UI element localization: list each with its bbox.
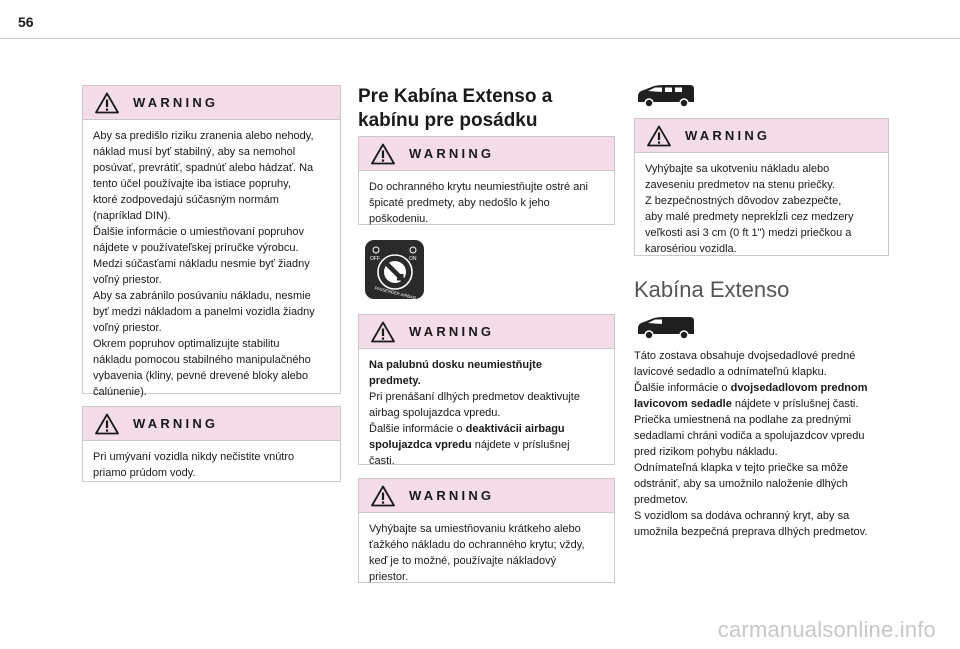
warning-header [359, 315, 614, 349]
text-line: tento účel používajte iba istiace popruhy, [93, 178, 291, 190]
text-line: umožnila bezpečná preprava dlhých predmetov. [634, 526, 868, 538]
warning-title: WARNING [409, 324, 495, 339]
warning-box-protective-cover [358, 136, 615, 225]
text-line: Priečka umiestnená na podlahe za prednými [634, 414, 852, 426]
passenger-airbag-switch-icon [364, 239, 425, 300]
text-line: pred rizikom pohybu nákladu. [634, 446, 778, 458]
airbag-ring-text: PASSENGER AIRBAG [374, 285, 417, 300]
text-line: lavicové sedadlo a odnímateľnú klapku. [634, 366, 827, 378]
warning-text [359, 171, 614, 235]
text-line: sedadlami chráni vodiča a spolujazdcov vpredu [634, 430, 865, 442]
text-line: Okrem popruhov optimalizujte stabilitu [93, 338, 280, 350]
warning-triangle-icon [371, 143, 395, 165]
section-heading-kabina-extenso: Kabína Extenso [634, 277, 790, 302]
text-line: keď je to možné, používajte nákladový [369, 555, 557, 567]
text-line: poškodeniu. [369, 213, 429, 225]
warning-text [83, 120, 340, 408]
warning-box-dashboard [358, 314, 615, 465]
cross-reference-link: spolujazdca vpredu [369, 439, 472, 451]
text-line: byť medzi nákladom a panelmi vozidla žiadny [93, 306, 315, 318]
heading-line: Pre Kabína Extenso a [358, 86, 553, 107]
text-line: Vyhýbajte sa ukotveniu nákladu alebo [645, 163, 830, 175]
page-number: 56 [18, 14, 34, 30]
text-line: Aby sa predišlo riziku zranenia alebo nehody, [93, 130, 314, 142]
text-line: aby malé predmety neprekĺzli cez medzery [645, 211, 854, 223]
text-line: Pri prenášaní dlhých predmetov deaktivujte [369, 391, 580, 403]
warning-box-short-load [358, 478, 615, 583]
text-line: Medzi súčasťami nákladu nesmie byť žiadny [93, 258, 310, 270]
watermark: carmanualsonline.info [717, 617, 936, 642]
warning-box-partition [634, 118, 889, 256]
text-line: karosériou vozidla. [645, 243, 737, 255]
text-line: Pri umývaní vozidla nikdy nečistite vnútro [93, 451, 295, 463]
text-line: priamo prúdom vody. [93, 467, 196, 479]
text-line: Vyhýbajte sa umiestňovaniu krátkeho alebo [369, 523, 581, 535]
warning-triangle-icon [371, 321, 395, 343]
van-icon [634, 316, 696, 340]
text-line: voľný priestor. [93, 274, 162, 286]
text-line: Táto zostava obsahuje dvojsedadlové predné [634, 350, 856, 362]
cross-reference-link: lavicovom sedadle [634, 398, 732, 410]
warning-text [359, 349, 614, 477]
warning-triangle-icon [647, 125, 671, 147]
section-heading-crew-cab [358, 85, 552, 133]
warning-title: WARNING [685, 128, 771, 143]
text-line: Z bezpečnostných dôvodov zabezpečte, [645, 195, 842, 207]
text-line: airbag spolujazdca vpredu. [369, 407, 501, 419]
text-line: veľkosti asi 3 cm (0 ft 1") medzi priečkou a [645, 227, 852, 239]
text-line: časti. [369, 455, 395, 467]
text-line: špicaté predmety, aby nedošlo k jeho [369, 197, 550, 209]
text-line: nájdete v používateľskej príručke výrobcu. [93, 242, 299, 254]
text-line: nákladu pomocou stabilného manipulačného [93, 354, 311, 366]
text-line: (napríklad DIN). [93, 210, 171, 222]
warning-text [359, 513, 614, 593]
text-line: posúvať, prevrátiť, spadnúť alebo hádzať. Na [93, 162, 314, 174]
warning-text [83, 441, 340, 489]
crew-van-icon [634, 84, 696, 108]
text-span: Ďalšie informácie o [634, 382, 731, 394]
text-line: Aby sa zabránilo posúvaniu nákladu, nesmie [93, 290, 311, 302]
airbag-off-label: OFF [370, 256, 380, 262]
warning-triangle-icon [371, 485, 395, 507]
warning-title: WARNING [409, 146, 495, 161]
text-line: čalúnenie). [93, 386, 147, 398]
warning-text [635, 153, 888, 265]
warning-title: WARNING [133, 416, 219, 431]
kabina-extenso-description [634, 348, 904, 540]
text-span: Ďalšie informácie o [369, 423, 466, 435]
text-line: priestor. [369, 571, 409, 583]
text-line: náklad musí byť stabilný, aby sa nemohol [93, 146, 296, 158]
text-line: ťažkého nákladu do ochranného krytu; vždy, [369, 539, 585, 551]
text-line: ktoré zodpovedajú súčasným normám [93, 194, 279, 206]
airbag-on-label: ON [409, 256, 417, 262]
warning-header [83, 407, 340, 441]
bold-text: predmety. [369, 375, 421, 387]
warning-header [359, 137, 614, 171]
warning-header [359, 479, 614, 513]
warning-triangle-icon [95, 413, 119, 435]
text-line: S vozidlom sa dodáva ochranný kryt, aby sa [634, 510, 850, 522]
text-line: predmetov. [634, 494, 689, 506]
cross-reference-link: deaktivácii airbagu [465, 423, 565, 435]
warning-header [635, 119, 888, 153]
heading-line: kabínu pre posádku [358, 110, 538, 131]
warning-header [83, 86, 340, 120]
text-line: Odnímateľná klapka v tejto priečke sa môže [634, 462, 849, 474]
text-line: Do ochranného krytu neumiestňujte ostré ani [369, 181, 588, 193]
bold-text: Na palubnú dosku neumiestňujte [369, 359, 542, 371]
warning-box-load-stability [82, 85, 341, 398]
warning-title: WARNING [409, 488, 495, 503]
text-line: Ďalšie informácie o umiestňovaní popruhov [93, 226, 304, 238]
text-span: nájdete v príslušnej časti. [731, 398, 859, 410]
header-divider [0, 38, 960, 39]
text-line: voľný priestor. [93, 322, 162, 334]
text-line: odstrániť, aby sa umožnilo naloženie dlhých [634, 478, 848, 490]
text-line: vybavenia (kliny, pevné drevené bloky alebo [93, 370, 309, 382]
text-span: nájdete v príslušnej [471, 439, 570, 451]
cross-reference-link: dvojsedadlovom prednom [730, 382, 868, 394]
warning-title: WARNING [133, 95, 219, 110]
text-line: zaveseniu predmetov na stenu priečky. [645, 179, 835, 191]
warning-box-washing [82, 406, 341, 482]
warning-triangle-icon [95, 92, 119, 114]
